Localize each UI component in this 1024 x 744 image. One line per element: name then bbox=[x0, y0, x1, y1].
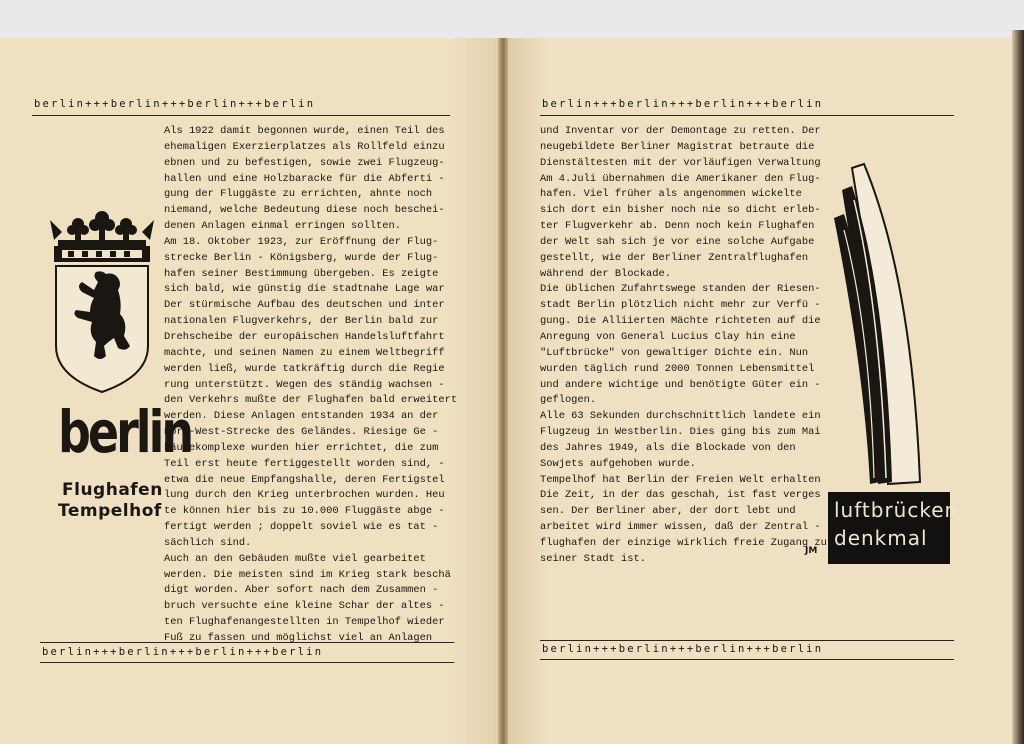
left-text-line: Nord-West-Strecke des Geländes. Riesige Ge - bbox=[164, 426, 439, 439]
left-text-line: Der stürmische Aufbau des deutschen und inter bbox=[164, 299, 445, 312]
right-footer-band: berlin+++berlin+++berlin+++berlin bbox=[542, 643, 824, 655]
left-text-line: Teil erst heute fertiggestellt worden sind, - bbox=[164, 457, 445, 470]
left-text-line: Auch an den Gebäuden mußte viel gearbeitet bbox=[164, 552, 426, 565]
right-text-line: geflogen. bbox=[540, 394, 597, 407]
left-text-line: machte, und seinen Namen zu einem Weltbegriff bbox=[164, 346, 445, 359]
brand-subtitle-2: Tempelhof bbox=[58, 501, 162, 521]
left-header-rule bbox=[32, 115, 450, 116]
left-text-line: Als 1922 damit begonnen wurde, einen Teil des bbox=[164, 125, 445, 137]
right-text-line: neugebildete Berliner Magistrat betraute die bbox=[540, 140, 815, 153]
right-text-line: Flugzeug in Westberlin. Dies ging bis zum Mai bbox=[540, 426, 821, 439]
right-footer-rule-bottom bbox=[540, 659, 954, 660]
right-text-line: des Jahres 1949, als die Blockade von den bbox=[540, 441, 796, 454]
airlift-monument-icon bbox=[830, 160, 930, 490]
monument-label-line-2: denkmal bbox=[834, 526, 928, 550]
left-text-line: Am 18. Oktober 1923, zur Eröffnung der Flug- bbox=[164, 235, 439, 248]
left-text-line: sächlich sind. bbox=[164, 536, 252, 549]
book-edge bbox=[1012, 30, 1024, 744]
berlin-coat-of-arms-icon bbox=[48, 206, 156, 396]
left-text-line: ten Flughafenangestellten in Tempelhof wieder bbox=[164, 616, 445, 629]
right-footer-rule bbox=[540, 640, 954, 641]
right-text-line: Dienstältesten mit der vorläufigen Verwaltung bbox=[540, 156, 821, 169]
left-header-band: berlin+++berlin+++berlin+++berlin bbox=[34, 98, 316, 110]
right-text-line: Alle 63 Sekunden durchschnittlich landete ein bbox=[540, 410, 821, 423]
brand-title: berlin bbox=[58, 398, 192, 466]
right-text-line: und andere wichtige und benötigte Güter ein - bbox=[540, 378, 821, 391]
right-text-line: Die Zeit, in der das geschah, ist fast verges bbox=[540, 489, 821, 502]
left-text-line: hafen seiner Bestimmung übergeben. Es zeigte bbox=[164, 267, 439, 280]
left-text-line: strecke Berlin - Königsberg, wurde der Flug- bbox=[164, 251, 439, 264]
left-text-line: den Verkehrs mußte der Flughafen bald erweitert bbox=[164, 394, 458, 407]
right-text-line: Anregung von General Lucius Clay hin eine bbox=[540, 330, 796, 343]
left-text-line: niemand, welche Bedeutung diese noch beschei- bbox=[164, 204, 445, 217]
author-signature: JM bbox=[805, 546, 818, 556]
right-text-column bbox=[540, 124, 827, 568]
left-text-line: digt worden. Aber sofort nach dem Zusammen - bbox=[164, 584, 439, 597]
right-text-line: ter Flugverkehr ab. Denn noch kein Flughafen bbox=[540, 220, 815, 233]
left-text-line: hallen und eine Holzbaracke für die Abferti - bbox=[164, 172, 445, 185]
right-text-line: Sowjets aufgehoben wurde. bbox=[540, 457, 696, 470]
right-text-line: Die üblichen Zufahrtswege standen der Riesen- bbox=[540, 283, 821, 296]
left-text-line: denen Anlagen einmal erringen sollten. bbox=[164, 220, 401, 233]
right-text-line: Tempelhof hat Berlin der Freien Welt erhalten bbox=[540, 473, 821, 486]
left-text-column bbox=[164, 124, 457, 647]
right-text-line: wurden täglich rund 2000 Tonnen Lebensmittel bbox=[540, 362, 815, 375]
right-text-line: arbeitet wird immer wissen, daß der Zentral - bbox=[540, 521, 821, 534]
left-text-line: werden. Diese Anlagen entstanden 1934 an der bbox=[164, 410, 439, 423]
left-text-line: Fuß zu fassen und möglichst viel an Anlagen bbox=[164, 632, 433, 644]
left-text-line: sich bald, wie günstig die stadtnahe Lage war bbox=[164, 283, 445, 296]
left-text-line: nationalen Flugverkehrs, der Berlin bald zur bbox=[164, 315, 439, 328]
left-footer-band: berlin+++berlin+++berlin+++berlin bbox=[42, 646, 324, 658]
right-text-line: Am 4.Juli übernahmen die Amerikaner den Flug- bbox=[540, 172, 821, 185]
right-text-line: gung. Die Alliierten Mächte richteten auf die bbox=[540, 315, 821, 328]
left-text-line: rung unterstützt. Wegen des ständig wachsen - bbox=[164, 378, 445, 391]
right-text-line: sich dort ein bisher noch nie so dicht erleb- bbox=[540, 204, 821, 217]
monument-label-line-1: luftbrücken. bbox=[834, 498, 966, 522]
right-text-line: und Inventar vor der Demontage zu retten. Der bbox=[540, 125, 821, 137]
left-footer-rule-bottom bbox=[40, 662, 454, 663]
left-text-line: etwa die neue Empfangshalle, deren Fertigstel bbox=[164, 473, 445, 486]
right-text-line: sen. Der Berliner aber, der dort lebt und bbox=[540, 505, 796, 518]
left-text-line: Drehscheibe der europäischen Handelsluftfahrt bbox=[164, 330, 445, 343]
left-text-line: werden. Die meisten sind im Krieg stark beschä bbox=[164, 568, 451, 581]
right-text-line: gestellt, wie der Berliner Zentralflughafen bbox=[540, 251, 809, 264]
left-text-line: lung durch den Krieg unterbrochen wurden. Heu bbox=[164, 489, 445, 502]
left-text-line: ebnen und zu befestigen, sowie zwei Flugzeug- bbox=[164, 156, 445, 169]
brand-subtitle-1: Flughafen bbox=[62, 480, 163, 500]
right-text-line: hafen. Viel früher als angenommen wickelte bbox=[540, 188, 802, 201]
monument-label bbox=[828, 492, 966, 564]
left-text-line: te können hier bis zu 10.000 Fluggäste abge - bbox=[164, 505, 445, 518]
left-text-line: gung der Fluggäste zu errichten, ahnte noch bbox=[164, 188, 433, 201]
right-text-line: während der Blockade. bbox=[540, 267, 671, 280]
right-header-rule bbox=[540, 115, 954, 116]
left-text-line: ehemaligen Exerzierplatzes als Rollfeld einzu bbox=[164, 140, 445, 153]
right-text-line: der Welt sah sich je vor eine solche Aufgabe bbox=[540, 235, 815, 248]
left-text-line: bruch versuchte eine kleine Schar der altes - bbox=[164, 600, 445, 613]
right-text-line: flughafen der einzige wirklich freie Zugang zu bbox=[540, 536, 827, 549]
left-text-line: werden ließ, wurde tatkräftig durch die Regie bbox=[164, 362, 445, 375]
left-text-line: bäudekomplexe wurden hier errichtet, die zum bbox=[164, 441, 439, 454]
right-text-line: stadt Berlin plötzlich nicht mehr zur Verfü - bbox=[540, 299, 821, 312]
book-gutter bbox=[498, 38, 508, 744]
right-text-line: "Luftbrücke" von gewaltiger Dichte ein. Nun bbox=[540, 346, 809, 359]
left-text-line: fertigt werden ; doppelt soviel wie es tat - bbox=[164, 521, 439, 534]
right-header-band: berlin+++berlin+++berlin+++berlin bbox=[542, 98, 824, 110]
right-text-line: seiner Stadt ist. bbox=[540, 552, 647, 565]
